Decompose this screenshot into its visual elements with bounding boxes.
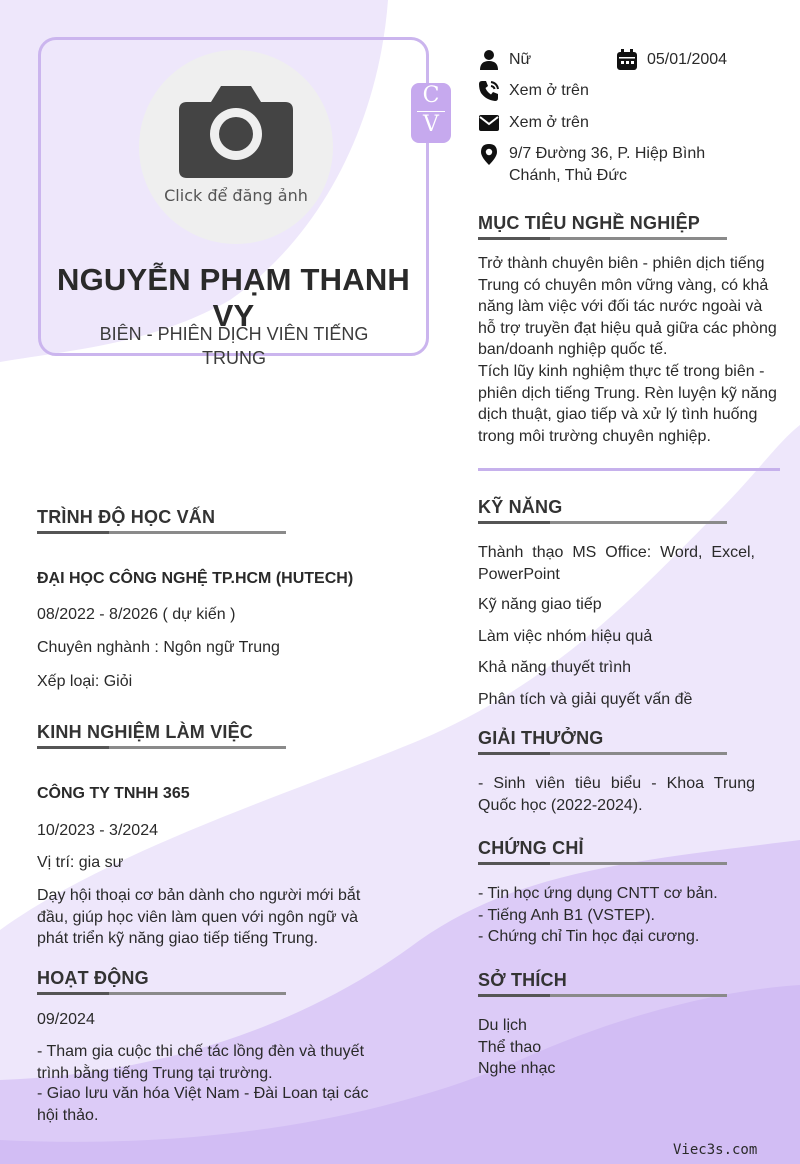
hobby-item: Thể thao — [478, 1039, 542, 1056]
job-title: BIÊN - PHIÊN DỊCH VIÊN TIẾNG TRUNG — [99, 324, 369, 368]
certificate-item: - Tin học ứng dụng CNTT cơ bản. — [478, 885, 718, 902]
person-icon — [478, 49, 500, 71]
education-grade: Xếp loại: Giỏi — [37, 673, 133, 690]
hobby-item: Du lịch — [478, 1017, 527, 1034]
email-icon — [478, 112, 500, 134]
activities-heading: HOẠT ĐỘNG — [37, 968, 149, 988]
experience-period: 10/2023 - 3/2024 — [37, 822, 158, 839]
experience-heading: KINH NGHIỆM LÀM VIỆC — [37, 722, 254, 742]
email-value: Xem ở trên — [509, 114, 589, 131]
education-heading: TRÌNH ĐỘ HỌC VẤN — [37, 507, 216, 527]
activities-item-2: - Giao lưu văn hóa Việt Nam - Đài Loan tại các hội thảo. — [37, 1085, 369, 1124]
activities-item-1: - Tham gia cuộc thi chế tác lồng đèn và thuyết trình bằng tiếng Trung tại trường. — [37, 1043, 365, 1082]
hobby-item: Nghe nhạc — [478, 1060, 556, 1077]
phone-icon — [478, 80, 500, 102]
footer-brand[interactable]: Viec3s.com — [673, 1142, 758, 1158]
skills-heading: KỸ NĂNG — [478, 497, 563, 517]
education-period: 08/2022 - 8/2026 ( dự kiến ) — [37, 606, 236, 623]
camera-icon — [177, 76, 295, 180]
skill-item: Thành thạo MS Office: Word, Excel, PowerPoint — [478, 544, 755, 583]
certificates-underline — [478, 862, 727, 865]
address-value: 9/7 Đường 36, P. Hiệp Bình Chánh, Thủ Đức — [509, 145, 706, 184]
activities-date: 09/2024 — [37, 1011, 95, 1028]
certificates-heading: CHỨNG CHỈ — [478, 838, 584, 858]
photo-upload-hint[interactable]: Click để đăng ảnh — [164, 186, 308, 205]
experience-company: CÔNG TY TNHH 365 — [37, 785, 190, 802]
skills-underline — [478, 521, 727, 524]
objective-underline — [478, 237, 727, 240]
activities-underline — [37, 992, 286, 995]
birthdate-value: 05/01/2004 — [647, 51, 728, 68]
skill-item: Làm việc nhóm hiệu quả — [478, 628, 653, 645]
objective-paragraph-2: Tích lũy kinh nghiệm thực tế trong biên - phiên dịch tiếng Trung. Rèn luyện kỹ năng dịch thuật, giao tiếp và xử lý tình huống trong môi trường chuyên nghiệp. — [478, 363, 777, 445]
phone-value: Xem ở trên — [509, 82, 589, 99]
certificate-item: - Tiếng Anh B1 (VSTEP). — [478, 907, 655, 924]
cv-badge-bottom: V — [423, 112, 439, 137]
objective-heading: MỤC TIÊU NGHỀ NGHIỆP — [478, 213, 701, 233]
gender-value: Nữ — [509, 51, 532, 68]
hobbies-heading: SỞ THÍCH — [478, 970, 567, 990]
certificate-item: - Chứng chỉ Tin học đại cương. — [478, 928, 700, 945]
cv-badge — [411, 83, 451, 143]
experience-description: Dạy hội thoại cơ bản dành cho người mới bắt đầu, giúp học viên làm quen với ngôn ngữ và phát triển kỹ năng giao tiếp tiếng Trung. — [37, 887, 361, 947]
education-major: Chuyên nghành : Ngôn ngữ Trung — [37, 639, 280, 656]
education-underline — [37, 531, 286, 534]
calendar-icon — [616, 49, 638, 71]
skill-item: Kỹ năng giao tiếp — [478, 596, 602, 613]
award-item: - Sinh viên tiêu biểu - Khoa Trung Quốc học (2022-2024). — [478, 775, 755, 814]
experience-position: Vị trí: gia sư — [37, 854, 124, 871]
hobbies-underline — [478, 994, 727, 997]
skill-item: Phân tích và giải quyết vấn đề — [478, 691, 693, 708]
awards-heading: GIẢI THƯỞNG — [478, 728, 604, 748]
objective-paragraph-1: Trở thành chuyên biên - phiên dịch tiếng Trung có chuyên môn vững vàng, có khả năng làm việc với đối tác nước ngoài và hỗ trợ truyền đạt hiệu quả giữa các phòng ban/doanh nghiệp quốc tế. — [478, 255, 777, 358]
location-icon — [478, 143, 500, 165]
awards-underline — [478, 752, 727, 755]
cv-badge-top: C — [422, 83, 440, 108]
experience-underline — [37, 746, 286, 749]
skill-item: Khả năng thuyết trình — [478, 659, 631, 676]
candidate-name: NGUYỄN PHẠM THANH VY — [56, 262, 410, 333]
avatar-upload[interactable] — [139, 50, 333, 244]
education-school: ĐẠI HỌC CÔNG NGHỆ TP.HCM (HUTECH) — [37, 570, 354, 587]
section-divider — [478, 468, 780, 471]
